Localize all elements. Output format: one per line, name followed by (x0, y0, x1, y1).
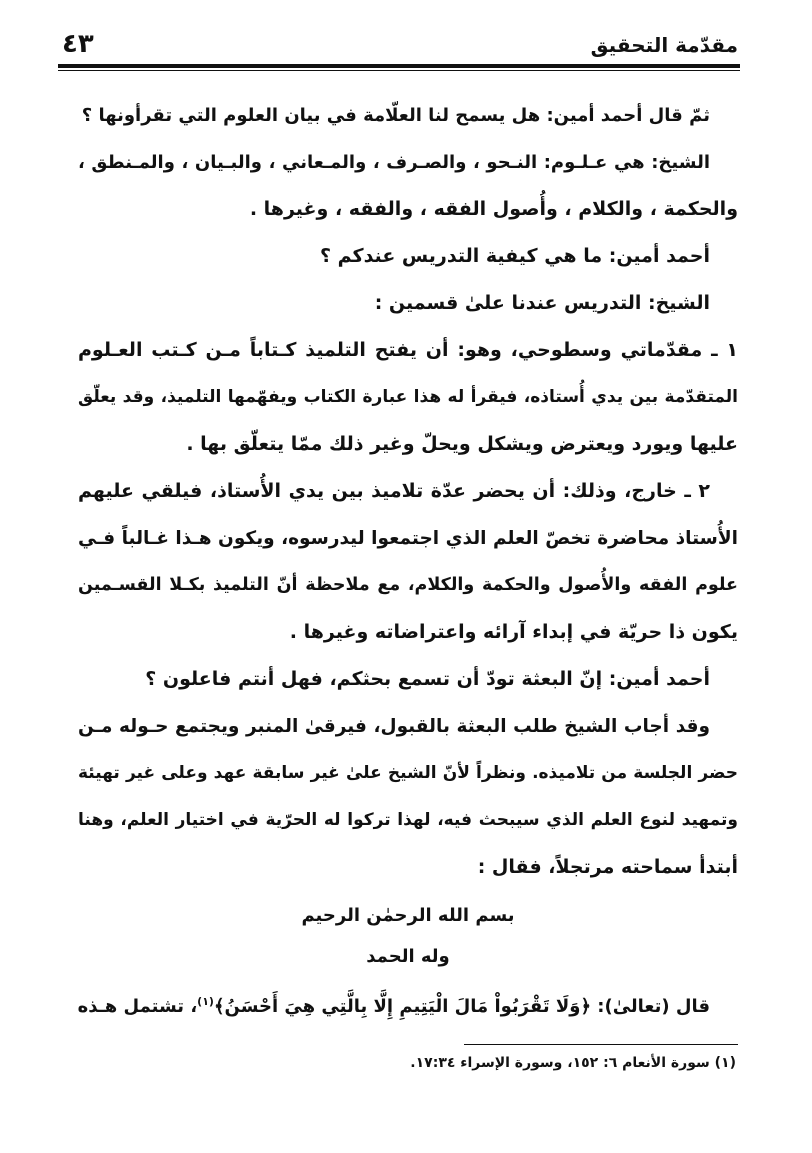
footnote-marker: (١) (197, 995, 214, 1008)
header-rule-thick (58, 64, 740, 68)
praise-line: وله الحمد (366, 946, 450, 967)
text-line: ٢ ـ خارج، وذلك: أن يحضر عدّة تلاميذ بين يدي الأُستاذ، فيلقي عليهم (78, 480, 710, 502)
text-line: أبتدأ سماحته مرتجلاً، فقال : (477, 856, 738, 878)
header-rule-thin (58, 70, 740, 71)
basmala: بسم الله الرحمٰن الرحيم (301, 905, 515, 926)
text-line: عليها ويورد ويعترض ويشكل ويحلّ وغير ذلك ممّا يتعلّق بها . (186, 433, 738, 455)
text-line: وقد أجاب الشيخ طلب البعثة بالقبول، فيرقىٰ المنبر ويجتمع حـوله مـن (78, 716, 710, 737)
text-line: حضر الجلسة من تلاميذه. ونظراً لأنّ الشيخ علىٰ غير سابقة عهد وعلى غير تهيئة (78, 763, 738, 783)
text-line: أحمد أمين: إنّ البعثة تودّ أن تسمع بحثكم، فهل أنتم فاعلون ؟ (145, 668, 710, 690)
body-text (78, 92, 738, 1030)
text-line: الشيخ: هي عـلـوم: النـحو ، والصـرف ، والمـعاني ، والبـيان ، والمـنطق ، (78, 152, 710, 173)
running-title: مقدّمة التحقيق (590, 33, 738, 57)
verse-line (78, 983, 738, 1030)
quran-verse: ﴿وَلَا تَقْرَبُواْ مَالَ الْيَتِيمِ إِلَّا بِالَّتِي هِيَ أَحْسَنُ﴾ (213, 996, 591, 1017)
verse-suffix: ، تشتمل هـذه (77, 996, 198, 1017)
text-line: الأُستاذ محاضرة تخصّ العلم الذي اجتمعوا ليدرسوه، ويكون هـذا غـالباً فـي (78, 528, 738, 549)
footnote-rule (464, 1044, 738, 1045)
footnote: (١) سورة الأنعام ٦: ١٥٢، وسورة الإسراء ١٧:٣٤. (410, 1055, 736, 1071)
page-number: ٤٣ (62, 29, 94, 59)
text-line: أحمد أمين: ما هي كيفية التدريس عندكم ؟ (320, 245, 710, 267)
text-line: والحكمة ، والكلام ، وأُصول الفقه ، والفقه ، وغيرها . (249, 198, 738, 220)
text-line: علوم الفقه والأُصول والحكمة والكلام، مع ملاحظة أنّ التلميذ بكـلا القسـمين (78, 575, 738, 595)
page-header (62, 30, 738, 64)
text-line: الشيخ: التدريس عندنا علىٰ قسمين : (374, 292, 710, 314)
text-line: ثمّ قال أحمد أمين: هل يسمح لنا العلّامة في بيان العلوم التي تقرأونها ؟ (81, 105, 710, 126)
text-line: ١ ـ مقدّماتي وسطوحي، وهو: أن يفتح التلميذ كـتاباً مـن كـتب العـلوم (78, 339, 738, 361)
text-line: يكون ذا حريّة في إبداء آرائه واعتراضاته وغيرها . (289, 621, 738, 643)
text-line: المتقدّمة بين يدي أُستاذه، فيقرأ له هذا عبارة الكتاب ويفهّمها التلميذ، وقد يعلّق (78, 387, 738, 407)
text-line: وتمهيد لنوع العلم الذي سيبحث فيه، لهذا تركوا له الحرّية في اختيار العلم، وهنا (78, 810, 738, 830)
verse-prefix: قال (تعالىٰ): (591, 996, 710, 1017)
